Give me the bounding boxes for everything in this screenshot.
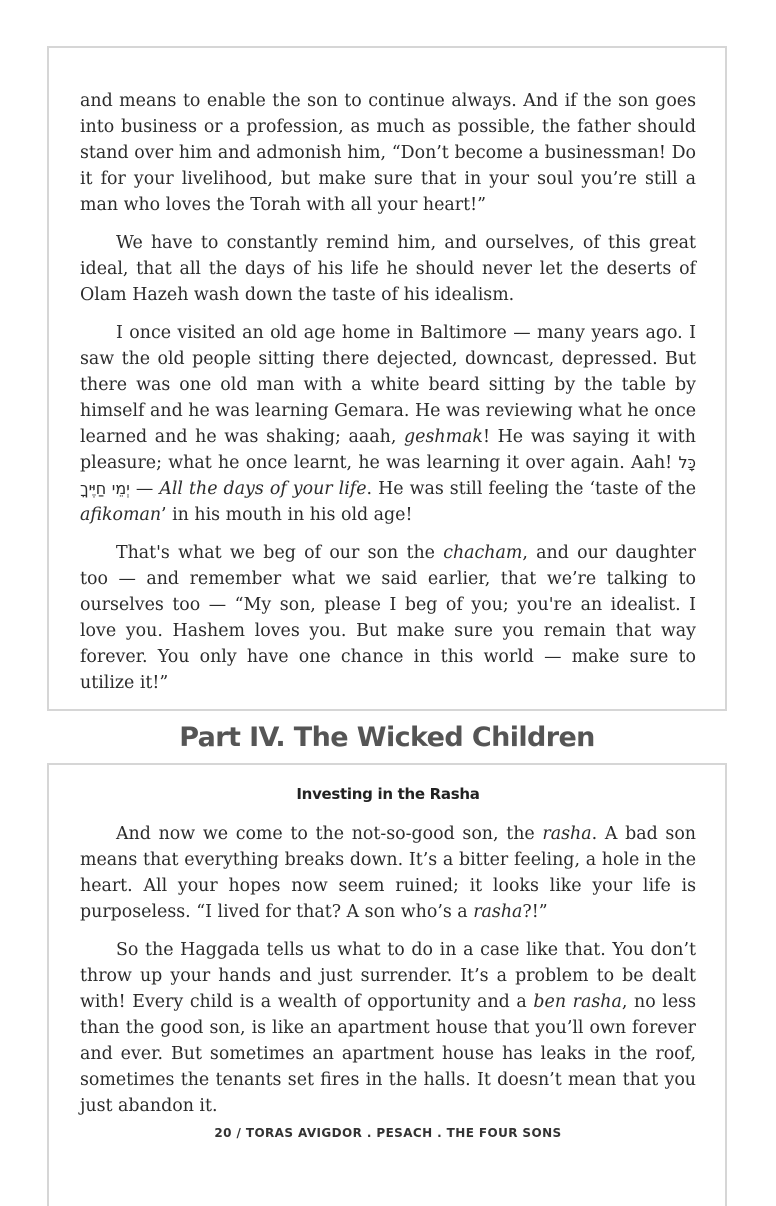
- paragraph: We have to constantly remind him, and ourselves, of this great ideal, that all the days of his life he should never let the deserts of Olam Hazeh wash down the taste of his idealism.: [80, 233, 696, 305]
- sub-heading: Investing in the Rasha: [296, 785, 480, 803]
- italic-term: chacham: [443, 543, 523, 563]
- page-footer: 20 / TORAS AVIGDOR . PESACH . THE FOUR SONS: [214, 1126, 562, 1140]
- section-one-text: [80, 88, 696, 708]
- paragraph: And now we come to the not-so-good son, the rasha. A bad son means that everything breaks down. It’s a bitter feeling, a hole in the heart. All your hopes now seem ruined; it looks like your life is purposeless. “I lived for that? A son who’s a rasha?!”: [80, 824, 697, 922]
- section-two-text: [80, 821, 696, 1131]
- italic-term: rasha: [542, 824, 592, 844]
- part-heading-band: [47, 709, 727, 765]
- paragraph: and means to enable the son to continue always. And if the son goes into business or a profession, as much as possible, the father should stand over him and admonish him, “Don’t become a businessman! Do it for your livelihood, but make sure that in your soul you’re still a man who loves the Torah with all your heart!”: [80, 91, 696, 215]
- hebrew-quote: כָּל יְמֵי חַיֶּיךָ: [80, 453, 697, 498]
- italic-term: rasha: [473, 902, 523, 922]
- italic-term: geshmak: [404, 427, 483, 447]
- italic-term: afikoman: [80, 505, 162, 525]
- paragraph: That's what we beg of our son the chacham, and our daughter too — and remember what we said earlier, that we’re talking to ourselves too — “My son, please I beg of you; you're an idealist. I love you. Hashem loves you. But make sure you remain that way forever. You only have one chance in this world — make sure to utilize it!”: [80, 543, 696, 693]
- italic-term: ben rasha: [533, 992, 622, 1012]
- italic-translation: All the days of your life: [159, 479, 367, 499]
- part-heading: Part IV. The Wicked Children: [179, 721, 595, 753]
- paragraph: So the Haggada tells us what to do in a case like that. You don’t throw up your hands and just surrender. It’s a problem to be dealt with! Every child is a wealth of opportunity and a ben rasha, no less than the good son, is like an apartment house that you’ll own forever and ever. But sometimes an apartment house has leaks in the roof, sometimes the tenants set fires in the halls. It doesn’t mean that you just abandon it.: [80, 940, 696, 1116]
- paragraph: I once visited an old age home in Baltimore — many years ago. I saw the old people sitting there dejected, downcast, depressed. But there was one old man with a white beard sitting by the table by himself and he was learning Gemara. He was reviewing what he once learned and he was shaking; aaah, geshmak! He was saying it with pleasure; what he once learnt, he was learning it over again. Aah! כָּל יְמֵי חַיֶּיךָ — All the days of your life. He was still feeling the ‘taste of the afikoman’ in his mouth in his old age!: [80, 323, 697, 525]
